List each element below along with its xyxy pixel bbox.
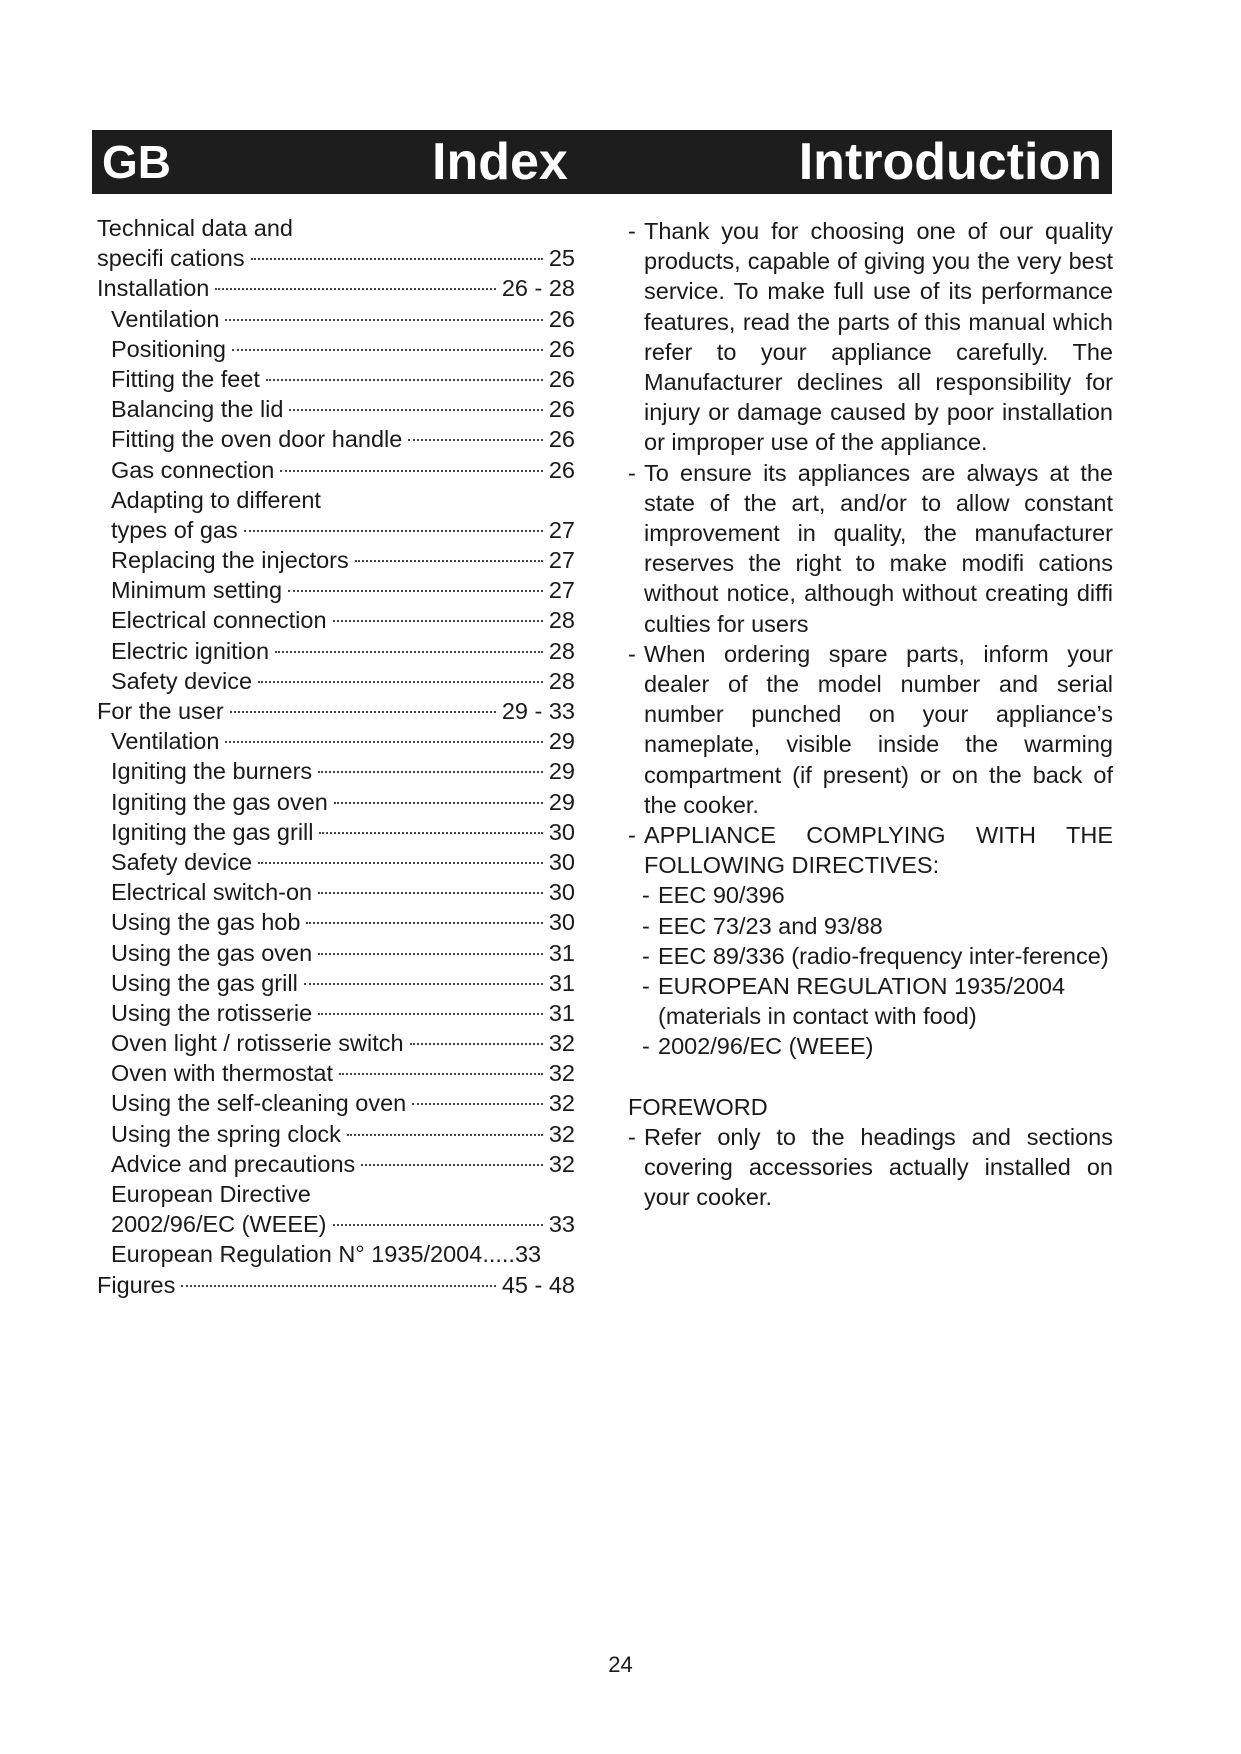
toc-entry: [97, 575, 575, 605]
toc-entry-label: Gas connection: [111, 456, 275, 483]
toc-entry-page: 27: [548, 547, 575, 574]
toc-entry-page: 28: [548, 607, 575, 634]
toc-entry: [97, 847, 575, 877]
toc-leader-dots: [318, 892, 543, 894]
toc-entry: [97, 666, 575, 696]
toc-entry: [97, 243, 575, 273]
foreword-title: FOREWORD: [628, 1093, 768, 1120]
toc-entry-label: Electrical connection: [111, 607, 327, 634]
toc-entry-page: 26: [548, 335, 575, 362]
toc-entry: [97, 394, 575, 424]
toc-entry-label: Ventilation: [111, 728, 220, 755]
toc-entry-label: Positioning: [111, 335, 226, 362]
toc-leader-dots: [334, 802, 543, 804]
table-of-contents: [97, 213, 575, 1300]
toc-entry: [97, 636, 575, 666]
toc-entry-page: 30: [548, 848, 575, 875]
toc-leader-dots: [347, 1134, 543, 1136]
toc-leader-dots: [225, 319, 542, 321]
toc-entry-label: Igniting the gas oven: [111, 788, 328, 815]
introduction-title: Introduction: [798, 133, 1102, 191]
toc-entry-label: Using the self-cleaning oven: [111, 1090, 407, 1117]
toc-entry: [97, 455, 575, 485]
toc-entry: [97, 756, 575, 786]
toc-entry-label: Figures: [97, 1271, 176, 1298]
toc-entry-page: 31: [548, 999, 575, 1026]
toc-entry: [97, 968, 575, 998]
toc-entry-label: Ventilation: [111, 305, 220, 332]
toc-entry: [97, 424, 575, 454]
toc-entry: [97, 1119, 575, 1149]
toc-leader-dots: [355, 560, 543, 562]
toc-entry-label: For the user: [97, 698, 224, 724]
toc-entry-label: Fitting the feet: [111, 365, 260, 392]
toc-entry-page: 25: [548, 245, 575, 272]
toc-leader-dots: [225, 741, 542, 743]
toc-entry-page: 27: [548, 577, 575, 604]
toc-entry: [97, 907, 575, 937]
intro-paragraph: - APPLIANCE COMPLYING WITH THE FOLLOWING DIRECTIVES:: [628, 822, 1113, 879]
toc-leader-dots: [232, 349, 543, 351]
toc-leader-dots: [318, 953, 543, 955]
toc-entry-label: Electrical switch-on: [111, 879, 313, 906]
header-bar: [92, 130, 1112, 194]
toc-entry: [97, 877, 575, 907]
toc-entry-page: 32: [548, 1150, 575, 1177]
toc-entry: [97, 1179, 575, 1209]
toc-leader-dots: [410, 1043, 543, 1045]
toc-leader-dots: [289, 409, 542, 411]
toc-entry-page: 32: [548, 1060, 575, 1087]
toc-entry: [97, 545, 575, 575]
toc-entry-label: Using the rotisserie: [111, 999, 313, 1026]
toc-entry-page: 33: [548, 1211, 575, 1238]
toc-entry-page: 28: [548, 667, 575, 694]
toc-entry-label: European Regulation N° 1935/2004.....33: [111, 1241, 542, 1268]
directive-item: - EUROPEAN REGULATION 1935/2004 (materials in contact with food): [642, 973, 1066, 1030]
toc-leader-dots: [258, 862, 543, 864]
toc-leader-dots: [361, 1164, 543, 1166]
toc-leader-dots: [333, 1224, 543, 1226]
directive-item: - 2002/96/EC (WEEE): [642, 1033, 874, 1060]
toc-entry-page: 26: [548, 305, 575, 332]
toc-leader-dots: [318, 771, 543, 773]
toc-entry-label: 2002/96/EC (WEEE): [111, 1211, 327, 1238]
toc-entry-label: Igniting the burners: [111, 758, 313, 785]
toc-leader-dots: [251, 258, 543, 260]
foreword-text: - Refer only to the headings and sections covering accessories actually installed on your cooker.: [628, 1123, 1113, 1211]
toc-entry: [97, 485, 575, 515]
toc-entry: [97, 1058, 575, 1088]
toc-entry-page: 30: [548, 879, 575, 906]
toc-entry-page: 29: [548, 728, 575, 755]
language-code: GB: [102, 136, 171, 188]
toc-leader-dots: [230, 711, 496, 713]
toc-leader-dots: [304, 983, 543, 985]
directive-item: - EEC 73/23 and 93/88: [642, 912, 883, 939]
toc-entry-page: 32: [548, 1030, 575, 1057]
toc-entry-label: Igniting the gas grill: [111, 818, 314, 845]
intro-paragraph: - Thank you for choosing one of our quality products, capable of giving you the very best service. To make full use of its performance features, read the parts of this manual which refer to your appliance carefully. The Manufacturer declines all responsibility for injury or damage caused by poor installation or improper use of the appliance.: [628, 218, 1113, 456]
toc-entry: [97, 515, 575, 545]
index-title: Index: [432, 133, 568, 191]
toc-entry: [97, 998, 575, 1028]
toc-leader-dots: [280, 470, 543, 472]
toc-entry-label: Safety device: [111, 667, 253, 694]
toc-entry-label: Balancing the lid: [111, 396, 284, 423]
toc-entry-page: 32: [548, 1120, 575, 1147]
toc-leader-dots: [412, 1103, 543, 1105]
toc-entry-page: 31: [548, 939, 575, 966]
toc-entry-page: 29: [548, 758, 575, 785]
toc-entry-page: 32: [548, 1090, 575, 1117]
toc-entry: [97, 1088, 575, 1118]
toc-entry-page: 26: [548, 456, 575, 483]
toc-leader-dots: [288, 590, 543, 592]
toc-entry-label: Electric ignition: [111, 637, 270, 664]
toc-entry-label: Using the gas hob: [111, 909, 301, 936]
intro-paragraph: - To ensure its appliances are always at the state of the art, and/or to allow constant improvement in quality, the manufacturer reserves the right to make modifi cations without notice, although without creating diffi culties for users: [628, 459, 1113, 637]
toc-leader-dots: [408, 439, 543, 441]
toc-entry: [97, 787, 575, 817]
directives-list: [628, 880, 1113, 1061]
toc-entry-label: Adapting to different: [111, 486, 321, 513]
page-number: 24: [608, 1652, 633, 1677]
toc-entry-label: European Directive: [111, 1181, 311, 1207]
toc-entry: [97, 696, 575, 726]
toc-entry-page: 30: [548, 909, 575, 936]
toc-entry: [97, 1149, 575, 1179]
toc-entry: [97, 1270, 575, 1300]
toc-entry-page: 26: [548, 426, 575, 453]
toc-entry-label: Safety device: [111, 848, 253, 875]
toc-entry-page: 29: [548, 788, 575, 815]
toc-entry: [97, 213, 575, 243]
toc-entry: [97, 364, 575, 394]
toc-entry: [97, 817, 575, 847]
directive-item: - EEC 90/396: [642, 882, 785, 909]
toc-entry: [97, 1239, 575, 1269]
toc-leader-dots: [266, 379, 543, 381]
toc-entry: [97, 1028, 575, 1058]
toc-entry-page: 30: [548, 818, 575, 845]
toc-leader-dots: [306, 922, 542, 924]
toc-entry: [97, 938, 575, 968]
toc-entry-page: 26: [548, 365, 575, 392]
toc-entry-page: 26 - 28: [501, 275, 575, 302]
toc-entry-label: Using the gas oven: [111, 939, 313, 966]
intro-paragraph: - When ordering spare parts, inform your dealer of the model number and serial number punched on your appliance’s nameplate, visible inside the warming compartment (if present) or on the back of the cooker.: [628, 640, 1113, 818]
toc-entry: [97, 605, 575, 635]
toc-entry-label: Installation: [97, 275, 210, 302]
introduction-section: [628, 216, 1113, 1213]
toc-leader-dots: [244, 530, 543, 532]
toc-entry-page: 45 - 48: [501, 1271, 575, 1298]
toc-entry-label: Minimum setting: [111, 577, 283, 604]
directive-item: - EEC 89/336 (radio-frequency inter-ference): [642, 942, 1109, 969]
toc-entry: [97, 334, 575, 364]
toc-leader-dots: [258, 681, 543, 683]
toc-entry-label: Using the spring clock: [111, 1120, 341, 1147]
toc-entry-label: Oven light / rotisserie switch: [111, 1030, 404, 1057]
toc-entry-page: 31: [548, 969, 575, 996]
toc-entry-page: 26: [548, 396, 575, 423]
toc-entry: [97, 304, 575, 334]
toc-entry: [97, 1209, 575, 1239]
toc-leader-dots: [339, 1073, 543, 1075]
toc-entry: [97, 273, 575, 303]
toc-entry-label: types of gas: [111, 516, 238, 543]
toc-leader-dots: [333, 620, 543, 622]
toc-leader-dots: [181, 1285, 495, 1287]
toc-entry-label: Replacing the injectors: [111, 547, 349, 574]
toc-entry-label: specifi cations: [97, 245, 245, 272]
toc-leader-dots: [319, 832, 542, 834]
toc-entry-label: Advice and precautions: [111, 1150, 356, 1177]
toc-leader-dots: [215, 288, 495, 290]
toc-entry-label: Using the gas grill: [111, 969, 298, 996]
toc-entry-page: 27: [548, 516, 575, 543]
toc-entry-label: Oven with thermostat: [111, 1060, 334, 1087]
toc-entry: [97, 726, 575, 756]
toc-leader-dots: [318, 1013, 543, 1015]
toc-entry-page: 28: [548, 637, 575, 664]
toc-entry-label: Fitting the oven door handle: [111, 426, 403, 453]
toc-entry-page: 29 - 33: [501, 698, 575, 724]
toc-leader-dots: [275, 651, 543, 653]
toc-entry-label: Technical data and: [97, 215, 293, 241]
